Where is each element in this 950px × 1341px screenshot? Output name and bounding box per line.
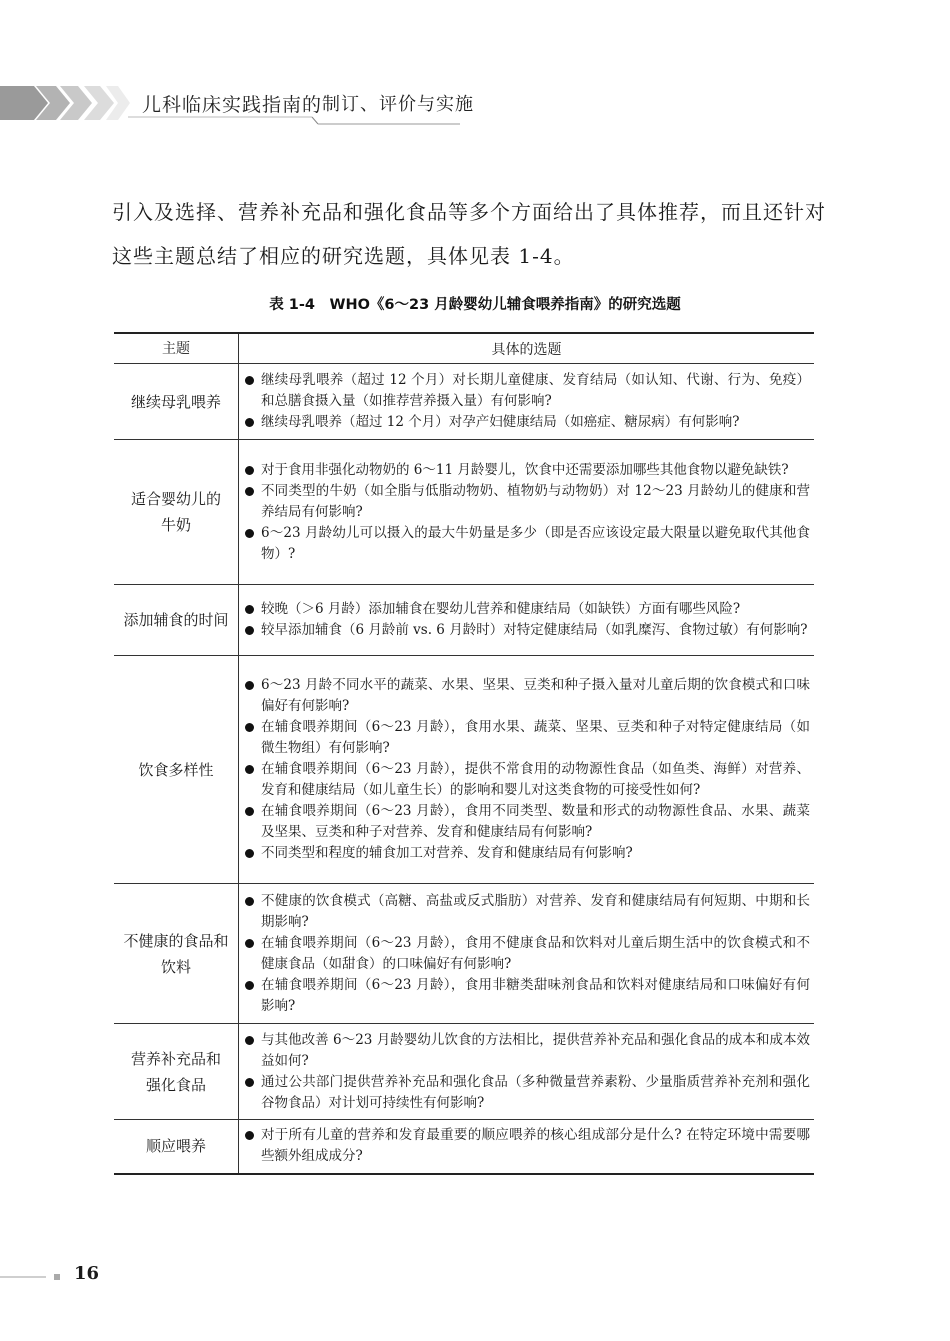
topic-label: 营养补充品和 — [130, 1049, 221, 1068]
list-item-text: 不同类型和程度的辅食加工对营养、发育和健康结局有何影响? — [261, 845, 633, 861]
list-item-text: 与其他改善 6～23 月龄婴幼儿饮食的方法相比，提供营养补充品和强化食品的成本和成本效益如何? — [261, 1031, 810, 1069]
list-item-text: 继续母乳喂养（超过 12 个月）对孕产妇健康结局（如癌症、糖尿病）有何影响? — [261, 414, 740, 430]
list-item — [245, 717, 810, 759]
bullet-icon — [245, 626, 254, 635]
header-rule — [0, 114, 950, 126]
bullet-icon — [245, 807, 254, 816]
topic-label: 添加辅食的时间 — [123, 611, 229, 629]
list-item — [245, 460, 810, 481]
items-cell — [239, 656, 815, 884]
paragraph-line: 引入及选择、营养补充品和强化食品等多个方面给出了具体推荐，而且还针对 — [112, 200, 826, 224]
list-item-text: 较晚（＞6 月龄）添加辅食在婴幼儿营养和健康结局（如缺铁）方面有哪些风险? — [261, 601, 741, 617]
bullet-icon — [245, 723, 254, 732]
table-row — [114, 1024, 814, 1120]
topic-label: 强化食品 — [145, 1075, 206, 1094]
table-row — [114, 585, 814, 656]
list-item — [245, 1125, 810, 1167]
paragraph-line: 这些主题总结了相应的研究选题，具体见表 1-4。 — [112, 244, 575, 268]
topic-label: 顺应喂养 — [145, 1137, 206, 1156]
bullet-icon — [245, 849, 254, 858]
page-number: 16 — [74, 1263, 100, 1284]
research-topics-table — [114, 332, 814, 1175]
table-row — [114, 884, 814, 1024]
list-item — [245, 599, 810, 620]
bullet-icon — [245, 939, 254, 948]
topic-label: 饮料 — [160, 957, 191, 976]
list-item-text: 在辅食喂养期间（6～23 月龄），食用不健康食品和饮料对儿童后期生活中的饮食模式和不健康食品（如甜食）的口味偏好有何影响? — [261, 934, 810, 972]
table-row — [114, 440, 814, 585]
bullet-icon — [245, 487, 254, 496]
list-item-text: 6～23 月龄不同水平的蔬菜、水果、坚果、豆类和种子摄入量对儿童后期的饮食模式和口味偏好有何影响? — [261, 677, 810, 714]
list-item-text: 通过公共部门提供营养补充品和强化食品（多种微量营养素粉、少量脂质营养补充剂和强化谷物食品）对计划可持续性有何影响? — [261, 1073, 810, 1111]
list-item-text: 在辅食喂养期间（6～23 月龄），食用不同类型、数量和形式的动物源性食品、水果、蔬菜及坚果、豆类和种子对营养、发育和健康结局有何影响? — [261, 803, 810, 840]
list-item-text: 较早添加辅食（6 月龄前 vs. 6 月龄时）对特定健康结局（如乳糜泻、食物过敏）有何影响? — [261, 622, 808, 638]
items-cell — [239, 1120, 815, 1174]
list-item — [245, 843, 810, 864]
list-item — [245, 620, 810, 641]
column-header-items: 具体的选题 — [239, 333, 815, 364]
list-item — [245, 523, 810, 565]
list-item — [245, 412, 810, 433]
table-row — [114, 656, 814, 884]
running-header — [0, 0, 950, 160]
bullet-list — [239, 891, 814, 1017]
topic-cell — [114, 884, 239, 1024]
bullet-list — [239, 675, 814, 864]
list-item — [245, 1030, 810, 1072]
body-paragraph — [112, 190, 832, 278]
bullet-list — [239, 599, 814, 641]
topic-cell — [114, 440, 239, 585]
list-item — [245, 481, 810, 523]
bullet-icon — [245, 466, 254, 475]
bullet-icon — [245, 605, 254, 614]
topic-label: 饮食多样性 — [138, 760, 214, 779]
topic-cell — [114, 1024, 239, 1120]
bullet-icon — [245, 376, 254, 385]
list-item-text: 对于食用非强化动物奶的 6～11 月龄婴儿，饮食中还需要添加哪些其他食物以避免缺铁? — [261, 461, 789, 478]
list-item-text: 在辅食喂养期间（6～23 月龄），食用水果、蔬菜、坚果、豆类和种子对特定健康结局（如微生物组）有何影响? — [261, 719, 810, 756]
bullet-list — [239, 370, 814, 433]
bullet-icon — [245, 897, 254, 906]
list-item — [245, 801, 810, 843]
items-cell — [239, 884, 815, 1024]
bullet-icon — [245, 1131, 254, 1140]
header-sub-title: 制订、评价与实施 — [322, 94, 474, 115]
list-item — [245, 675, 810, 717]
list-item-text: 在辅食喂养期间（6～23 月龄），食用非糖类甜味剂食品和饮料对健康结局和口味偏好有何影响? — [261, 976, 810, 1014]
list-item-text: 6～23 月龄幼儿可以摄入的最大牛奶量是多少（即是否应该设定最大限量以避免取代其他食物）? — [261, 524, 810, 562]
table-caption: 表 1-4 WHO《6～23 月龄婴幼儿辅食喂养指南》的研究选题 — [269, 297, 681, 313]
bullet-list — [239, 460, 814, 565]
topic-label: 牛奶 — [160, 516, 191, 534]
items-cell — [239, 364, 815, 440]
list-item-text: 对于所有儿童的营养和发育最重要的顺应喂养的核心组成部分是什么? 在特定环境中需要哪些额外组成成分? — [261, 1127, 810, 1165]
list-item-text: 继续母乳喂养（超过 12 个月）对长期儿童健康、发育结局（如认知、代谢、行为、免疫）和总膳食摄入量（如推荐营养摄入量）有何影响? — [261, 372, 810, 409]
bullet-icon — [245, 765, 254, 774]
list-item — [245, 933, 810, 975]
bullet-icon — [245, 529, 254, 538]
list-item — [245, 975, 810, 1017]
footer-rule — [0, 1274, 70, 1280]
topic-label: 继续母乳喂养 — [130, 392, 221, 411]
items-cell — [239, 440, 815, 585]
bullet-icon — [245, 1036, 254, 1045]
topic-cell — [114, 656, 239, 884]
bullet-icon — [245, 1078, 254, 1087]
bullet-list — [239, 1125, 814, 1167]
bullet-list — [239, 1030, 814, 1114]
table-header-row — [114, 333, 814, 364]
table-row — [114, 364, 814, 440]
topic-cell — [114, 1120, 239, 1174]
table-row — [114, 1120, 814, 1174]
list-item — [245, 1072, 810, 1114]
list-item-text: 不健康的饮食模式（高糖、高盐或反式脂肪）对营养、发育和健康结局有何短期、中期和长期影响? — [261, 892, 810, 930]
topic-label: 不健康的食品和 — [123, 931, 229, 950]
items-cell — [239, 585, 815, 656]
list-item — [245, 891, 810, 933]
list-item — [245, 370, 810, 412]
topic-cell — [114, 585, 239, 656]
topic-cell — [114, 364, 239, 440]
header-main-title: 儿科临床实践指南的 — [142, 94, 323, 116]
bullet-icon — [245, 681, 254, 690]
list-item — [245, 759, 810, 801]
bullet-icon — [245, 418, 254, 427]
column-header-topic: 主题 — [114, 333, 239, 364]
list-item-text: 不同类型的牛奶（如全脂与低脂动物奶、植物奶与动物奶）对 12～23 月龄幼儿的健康和营养结局有何影响? — [261, 482, 810, 520]
list-item-text: 在辅食喂养期间（6～23 月龄），提供不常食用的动物源性食品（如鱼类、海鲜）对营养、发育和健康结局（如儿童生长）的影响和婴儿对这类食物的可接受性如何? — [261, 761, 810, 798]
items-cell — [239, 1024, 815, 1120]
bullet-icon — [245, 981, 254, 990]
topic-label: 适合婴幼儿的 — [130, 490, 221, 508]
